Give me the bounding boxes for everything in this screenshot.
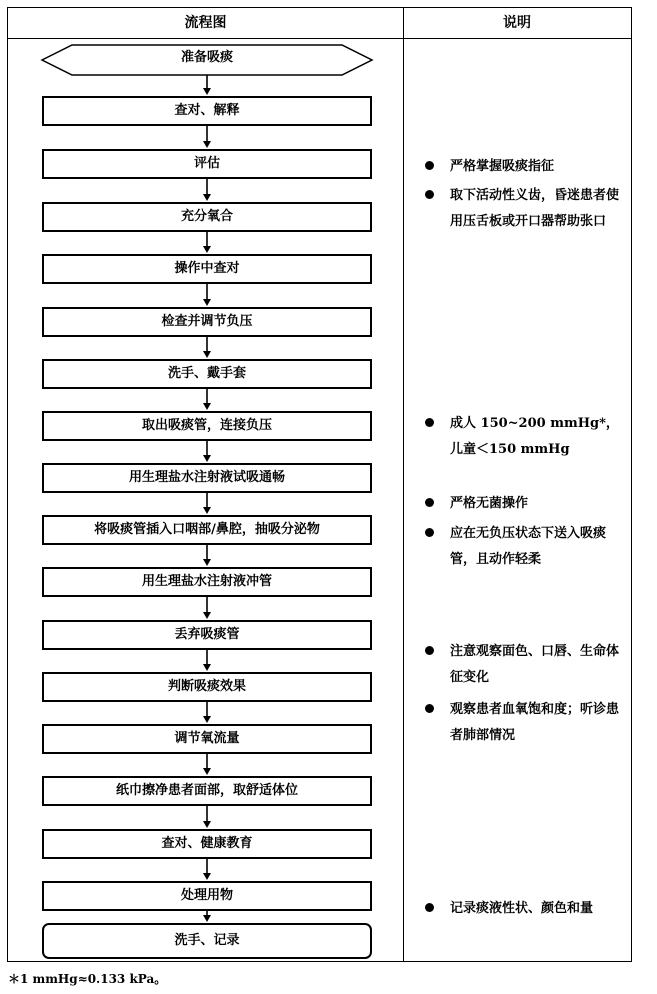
step-handle-supplies: 处理用物 [42,881,372,911]
bullet-icon [425,704,434,713]
note-item: 严格无菌操作 [420,491,630,517]
arrow-down-icon [203,768,211,775]
note-item: 观察患者血氧饱和度；听诊患者肺部情况 [420,697,630,749]
flowchart-table [7,7,632,962]
step-take-catheter: 取出吸痰管，连接负压 [42,411,372,441]
notes-column-header: 说明 [503,15,531,31]
step-discard-catheter: 丢弃吸痰管 [42,620,372,650]
arrow-down-icon [203,299,211,306]
arrow-down-icon [203,507,211,514]
step-oxygenate: 充分氧合 [42,202,372,232]
step-flush-catheter: 用生理盐水注射液冲管 [42,567,372,597]
arrow-down-icon [203,141,211,148]
arrow-down-icon [203,351,211,358]
bullet-icon [425,903,434,912]
step-wash-record: 洗手、记录 [42,923,372,959]
step-check-pressure: 检查并调节负压 [42,307,372,337]
step-test-suction: 用生理盐水注射液试吸通畅 [42,463,372,493]
bullet-icon [425,528,434,537]
step-assess: 评估 [42,149,372,179]
step-insert-catheter: 将吸痰管插入口咽部/鼻腔，抽吸分泌物 [42,515,372,545]
arrow-down-icon [203,873,211,880]
arrow-down-icon [203,559,211,566]
note-item: 注意观察面色、口唇、生命体征变化 [420,639,630,691]
arrow-down-icon [203,88,211,95]
bullet-icon [425,418,434,427]
bullet-icon [425,646,434,655]
step-adjust-oxygen: 调节氧流量 [42,724,372,754]
step-judge-effect: 判断吸痰效果 [42,672,372,702]
bullet-icon [425,190,434,199]
note-item: 记录痰液性状、颜色和量 [420,896,630,922]
arrow-down-icon [203,612,211,619]
arrow-down-icon [203,821,211,828]
note-item: 取下活动性义齿，昏迷患者使用压舌板或开口器帮助张口 [420,183,630,235]
step-wipe-face: 纸巾擦净患者面部，取舒适体位 [42,776,372,806]
note-item: 严格掌握吸痰指征 [420,154,630,180]
note-item: 应在无负压状态下送入吸痰管，且动作轻柔 [420,521,630,573]
step-wash-gloves: 洗手、戴手套 [42,359,372,389]
step-verify-during: 操作中查对 [42,254,372,284]
arrow-down-icon [203,915,211,922]
arrow-down-icon [203,403,211,410]
arrow-down-icon [203,246,211,253]
flowchart-column-header: 流程图 [8,8,404,38]
bullet-icon [425,161,434,170]
arrow-down-icon [203,455,211,462]
step-verify-explain: 查对、解释 [42,96,372,126]
step-prepare-suction: 准备吸痰 [180,50,233,65]
step-verify-educate: 查对、健康教育 [42,829,372,859]
column-divider [403,38,404,961]
bullet-icon [425,498,434,507]
arrow-down-icon [203,716,211,723]
arrow-down-icon [203,664,211,671]
arrow-down-icon [203,194,211,201]
note-item: 成人 150~200 mmHg*，儿童＜150 mmHg [420,411,630,463]
footnote: ＊1 mmHg≈0.133 kPa。 [8,972,167,986]
